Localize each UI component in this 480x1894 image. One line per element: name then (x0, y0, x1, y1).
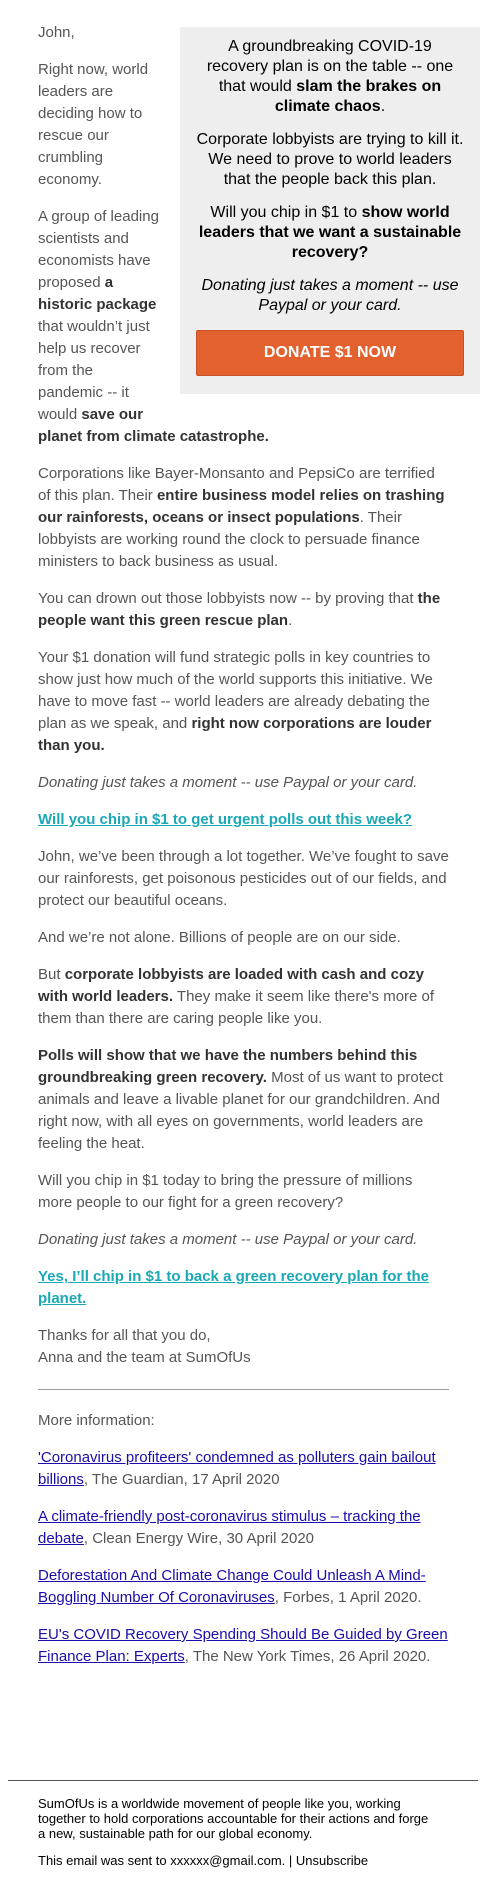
footer-divider (8, 1780, 478, 1781)
signoff (38, 1325, 449, 1369)
callout-lobbyists-text: Corporate lobbyists are trying to kill it. We need to prove to world leaders that the people back this plan. (196, 131, 464, 188)
donation-callout-box (180, 27, 480, 394)
reference-link[interactable]: EU's COVID Recovery Spending Should Be Guided by Green Finance Plan: Experts (38, 1626, 448, 1665)
reference-item: EU's COVID Recovery Spending Should Be Guided by Green Finance Plan: Experts, The New York Times, 26 April 2020. (38, 1626, 448, 1665)
greeting: John, (38, 24, 75, 41)
body-paragraph: A group of leading scientists and economists have proposed a historic package that wouldn’t just help us recover from the pandemic -- it would save our planet from climate catastrophe. (38, 208, 269, 445)
reference-link[interactable]: Deforestation And Climate Change Could Unleash A Mind-Boggling Number Of Coronaviruses (38, 1567, 426, 1606)
more-info-heading: More information: (38, 1412, 155, 1429)
reference-item: Deforestation And Climate Change Could Unleash A Mind-Boggling Number Of Coronaviruses, Forbes, 1 April 2020. (38, 1567, 426, 1606)
chip-in-green-recovery-link[interactable]: Yes, I’ll chip in $1 to back a green recovery plan for the planet. (38, 1268, 429, 1307)
divider (38, 1389, 449, 1390)
footer (38, 1796, 438, 1880)
reference-link[interactable]: 'Coronavirus profiteers' condemned as polluters gain bailout billions (38, 1449, 436, 1488)
callout-ask: Will you chip in $1 to show world leaders that we want a sustainable recovery? (198, 204, 462, 261)
signoff-thanks: Thanks for all that you do, (38, 1327, 211, 1344)
reference-item: 'Coronavirus profiteers' condemned as polluters gain bailout billions, The Guardian, 17 April 2020 (38, 1449, 436, 1488)
body-paragraph: Polls will show that we have the numbers behind this groundbreaking green recovery. Most of us want to protect animals and leave a livable planet for our grandchildren. And right now, with all eyes on governments, world leaders are feeling the heat. (38, 1047, 443, 1152)
body-paragraph: You can drown out those lobbyists now -- by proving that the people want this green rescue plan. (38, 590, 441, 629)
reference-item: A climate-friendly post-coronavirus stimulus – tracking the debate, Clean Energy Wire, 30 April 2020 (38, 1508, 421, 1547)
body-paragraph: Corporations like Bayer-Monsanto and PepsiCo are terrified of this plan. Their entire business model relies on trashing our rainforests, oceans or insect populations. Their lobbyists are working round the clock to persuade finance ministers to back business as usual. (38, 465, 445, 570)
callout-intro: A groundbreaking COVID-19 recovery plan is on the table -- one that would slam the brakes on climate chaos. (206, 38, 454, 115)
unsubscribe-link[interactable]: Unsubscribe (295, 1853, 369, 1868)
footer-sent-to: This email was sent to xxxxxx@gmail.com. | Unsubscribe (38, 1853, 369, 1868)
body-paragraph: Right now, world leaders are deciding how to rescue our crumbling economy. (38, 61, 149, 188)
body-paragraph: Your $1 donation will fund strategic polls in key countries to show just how much of the world supports this initiative. We have to move fast -- world leaders are already debating the plan as we speak, and right now corporations are louder than you. (38, 649, 433, 754)
donate-link-paragraph (38, 809, 449, 831)
callout-donate-note: Donating just takes a moment -- use Paypal or your card. (201, 277, 459, 314)
reference-link[interactable]: A climate-friendly post-coronavirus stimulus – tracking the debate (38, 1508, 421, 1547)
body-paragraph: John, we’ve been through a lot together. We’ve fought to save our rainforests, get poisonous pesticides out of our fields, and protect our beautiful oceans. (38, 848, 449, 909)
body-paragraph: But corporate lobbyists are loaded with cash and cozy with world leaders. They make it seem like there's more of them than there are caring people like you. (38, 966, 435, 1027)
donate-link-paragraph (38, 1266, 449, 1310)
chip-in-polls-link[interactable]: Will you chip in $1 to get urgent polls out this week? (38, 811, 413, 828)
donate-button[interactable]: DONATE $1 NOW (196, 330, 464, 376)
donate-note: Donating just takes a moment -- use Paypal or your card. (38, 1231, 418, 1248)
signoff-signature: Anna and the team at SumOfUs (38, 1349, 251, 1366)
body-paragraph: And we’re not alone. Billions of people are on our side. (38, 929, 401, 946)
footer-about: SumOfUs is a worldwide movement of people like you, working together to hold corporations accountable for their actions and forge a new, sustainable path for our global economy. (38, 1796, 429, 1841)
body-paragraph: Will you chip in $1 today to bring the pressure of millions more people to our fight for a green recovery? (38, 1172, 413, 1211)
donate-note: Donating just takes a moment -- use Paypal or your card. (38, 774, 418, 791)
